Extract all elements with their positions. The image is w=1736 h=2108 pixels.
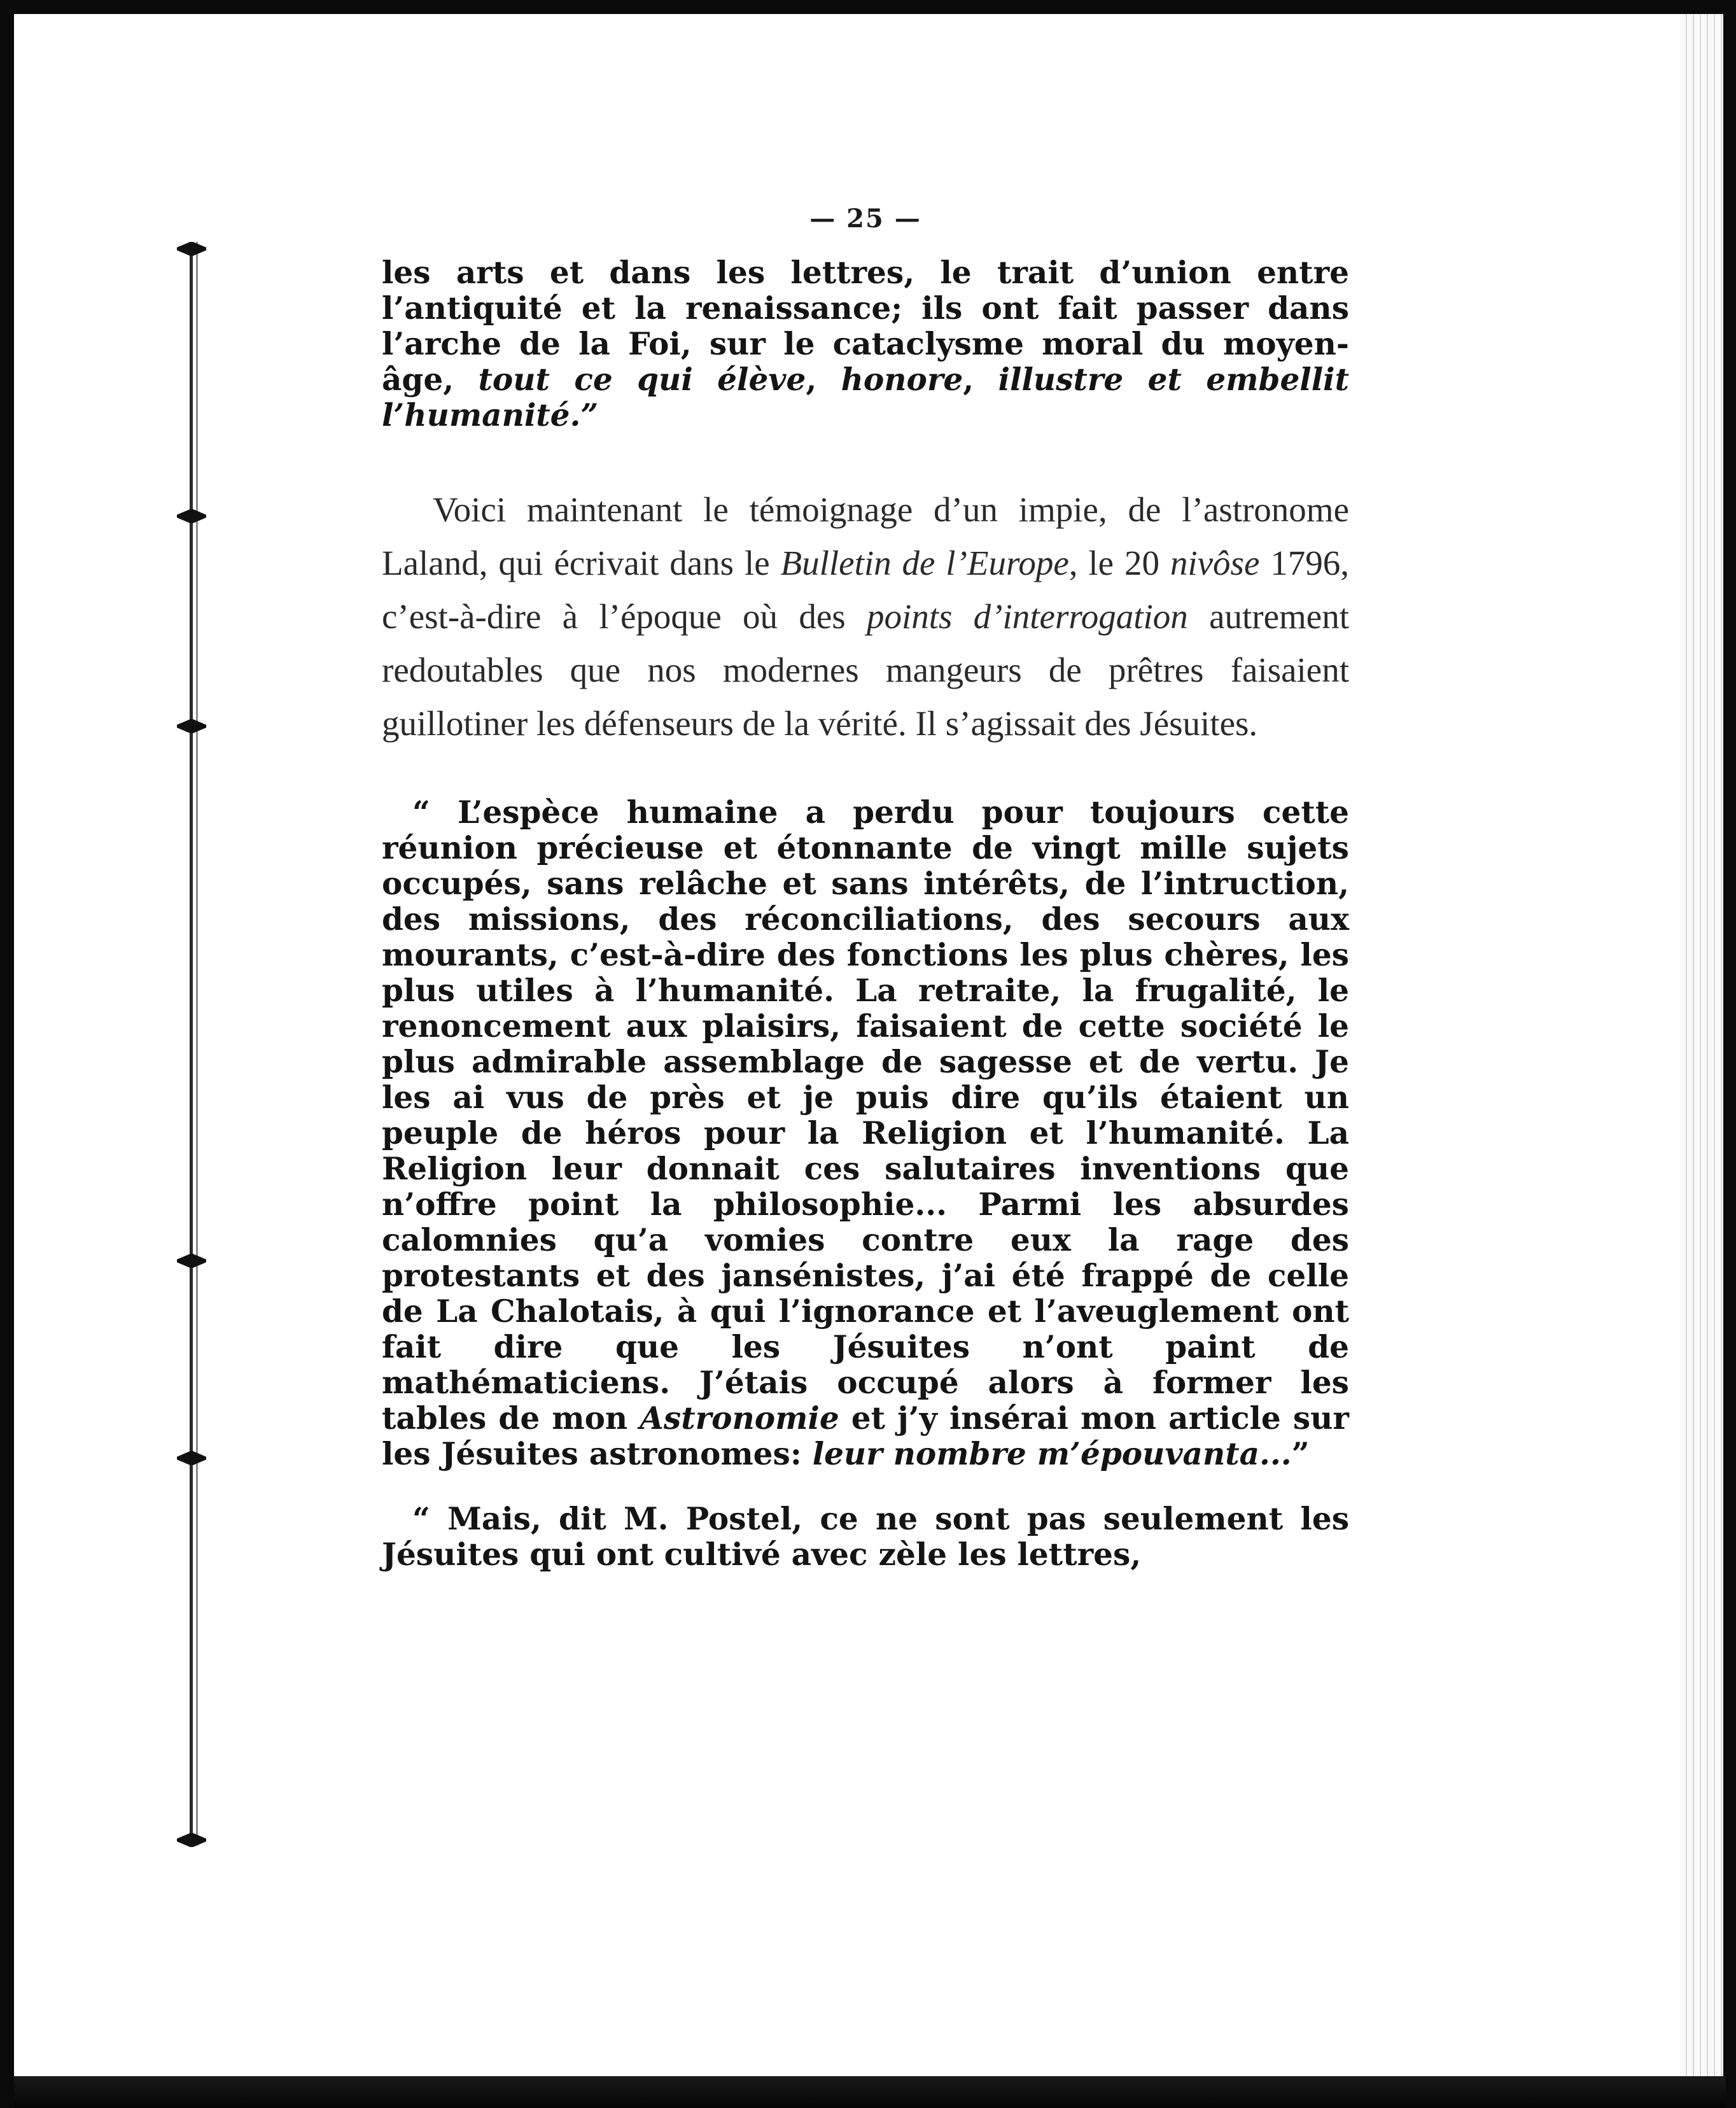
page-number: — 25 — [809,204,921,234]
italic-run: honore [841,362,963,398]
text-column [382,204,1349,1573]
text-run: “ L’espèce humaine a perdu pour toujours cette réunion précieuse et étonnante de vingt mille sujets occupés, sans relâche et sans intérêts, de l’intruction, des missions, des réconciliations, des secours aux mourants, c’est-à-dire des fonctions les plus chères, les plus utiles à l’humanité. La retraite, la frugalité, le renoncement aux plaisirs, faisaient de cette société le plus admirable assemblage de sagesse et de vertu. Je les ai vus de près et je puis dire qu’ils étaient un peuple de héros pour la Religion et l’humanité. La Religion leur donnait ces salutaires inventions que n’offre point la philosophie... Parmi les absurdes calomnies qu’a vomies contre eux la rage des protestants et des jansénistes, j’ai été frappé de celle de La Chalotais, à qui l’ignorance et l’aveuglement ont fait dire que les Jésuites n’ont paint de mathématiciens. J’étais occupé alors à former les tables de mon [382,794,1349,1437]
stitch-mark [177,509,206,523]
italic-run: leur nombre m’épouvanta... [812,1436,1292,1472]
text-run: , [806,362,841,398]
text-run: les arts et dans les lettres, le trait d’union entre l’antiquité et la renaissance; ils ont fait passer dans l’arche de la Foi, sur le cataclysme moral du moyen-âge, [382,255,1349,398]
italic-run: illustre et embellit l’humanité.” [382,362,1349,433]
italic-run: tout ce qui élève [478,362,806,398]
paragraph-continued [382,255,1349,433]
text-run: 1796, c’est-à-dire à l’époque où des [382,544,1349,636]
italic-run: Astronomie [640,1400,839,1437]
stitch-mark [177,1451,206,1465]
text-run: “ Mais, dit M. Postel, ce ne sont pas seulement les Jésuites qui ont cultivé avec zèle les lettres, [382,1501,1349,1573]
text-run: , le 20 [1068,544,1170,582]
bottom-shadow [14,2076,1726,2108]
paragraph-lalande-intro [382,483,1349,750]
stitch-mark [177,1254,206,1268]
page-edges [1680,14,1723,2089]
thread-line [190,242,193,1846]
text-run: et j’y insérai mon article sur les Jésuites astronomes: [382,1400,1349,1472]
text-run: Voici maintenant le témoignage d’un impie, de l’astronome Laland, qui écrivait dans le [382,490,1349,582]
text-run: autrement redoutables que nos modernes mangeurs de prêtres faisaient guillotiner les défenseurs de la vérité. Il s’agissait des Jésuites. [382,597,1349,743]
text-run: ” [1291,1436,1310,1472]
binding-thread [172,242,210,1871]
paragraph-lalande-quote [382,795,1349,1472]
stitch-mark [177,242,206,256]
stitch-mark [177,1833,206,1847]
stitch-mark [177,719,206,733]
italic-run: points d’interrogation [866,597,1188,636]
paragraph-postel [382,1501,1349,1573]
thread-line-shadow [196,242,198,1846]
text-run: , [963,362,998,398]
italic-run: nivôse [1170,544,1260,582]
italic-run: Bulletin de l’Europe [780,544,1069,582]
